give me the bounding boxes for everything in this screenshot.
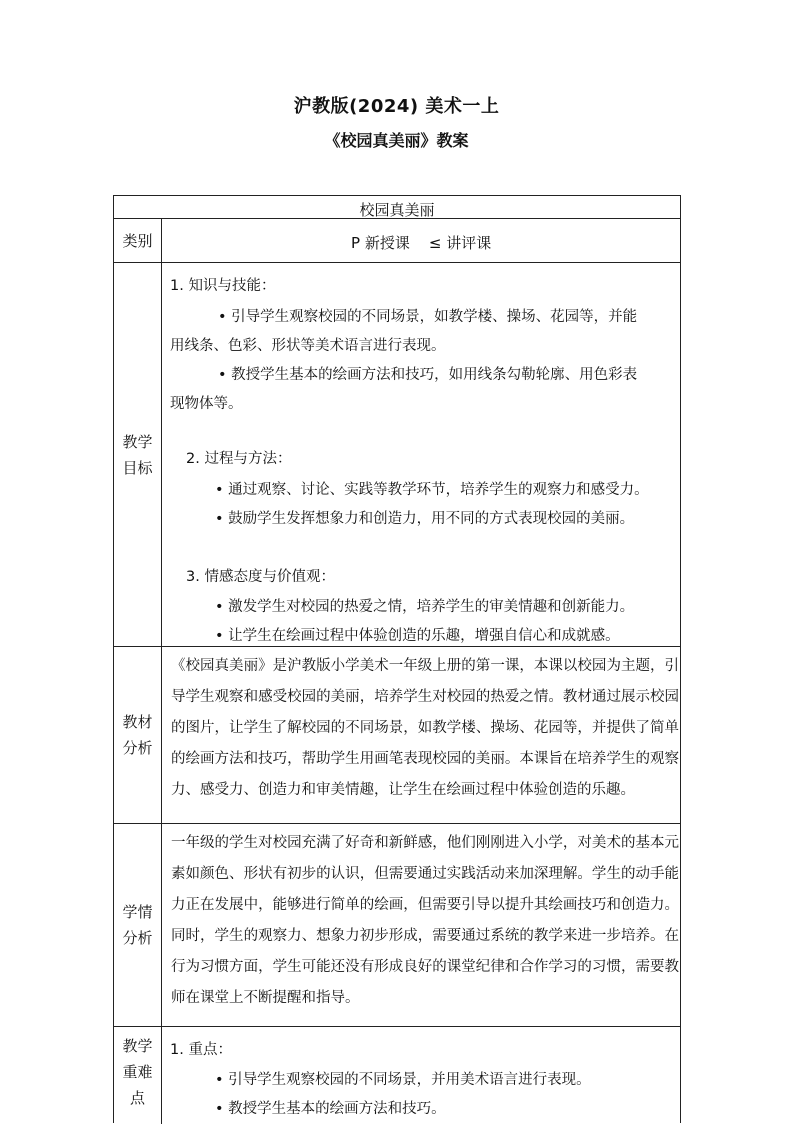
objectives-item-cont: 用线条、色彩、形状等美术语言进行表现。 [170,338,446,354]
objectives-section-2: 2. 过程与方法： [186,451,292,467]
student-analysis-text: 一年级的学生对校园充满了好奇和新鲜感，他们刚刚进入小学，对美术的基本元素如颜色、形状有初步的认识，但需要通过实践活动来加深理解。学生的动手能力正在发展中，能够进行简单的绘画，但需要引导以提升其绘画技巧和创造力。同时，学生的观察力、想象力初步形成，需要通过系统的教学来进一步培养。在行为习惯方面，学生可能还没有形成良好的课堂纪律和合作学习的习惯，需要教师在课堂上不断提醒和指导。 [171,835,679,1006]
objectives-section-3: 3. 情感态度与价值观： [186,569,335,585]
key-points-section-1: 1. 重点： [170,1042,232,1058]
student-analysis-label: 学情 分析 [114,824,162,1026]
objectives-section-1: 1. 知识与技能： [170,278,276,294]
lesson-plan-table [113,195,681,1123]
material-analysis-label: 教材 分析 [114,647,162,823]
table-caption-row [114,196,680,219]
objectives-item: • 引导学生观察校园的不同场景，如教学楼、操场、花园等，并能 [218,309,638,325]
student-analysis-row [114,824,680,1027]
material-analysis-row [114,647,680,824]
document-title: 沪教版(2024) 美术一上 [293,96,500,117]
key-points-label: 教学 重难 点 [114,1027,162,1124]
table-caption: 校园真美丽 [359,201,435,219]
objectives-item: • 通过观察、讨论、实践等教学环节，培养学生的观察力和感受力。 [215,482,649,498]
category-row [114,219,680,263]
key-points-row [114,1027,680,1124]
objectives-row [114,263,680,647]
objectives-item: • 教授学生基本的绘画方法和技巧，如用线条勾勒轮廓、用色彩表 [218,367,638,383]
key-points-item: • 教授学生基本的绘画方法和技巧。 [215,1101,446,1117]
category-label: 类别 [114,219,162,262]
document-subtitle: 《校园真美丽》教案 [324,131,469,150]
objectives-item: • 让学生在绘画过程中体验创造的乐趣，增强自信心和成就感。 [215,628,620,644]
objectives-item: • 激发学生对校园的热爱之情，培养学生的审美情趣和创新能力。 [215,599,635,615]
objectives-item-cont: 现物体等。 [170,396,243,412]
key-points-item: • 引导学生观察校园的不同场景，并用美术语言进行表现。 [215,1072,591,1088]
objectives-item: • 鼓励学生发挥想象力和创造力，用不同的方式表现校园的美丽。 [215,511,635,527]
objectives-label: 教学 目标 [114,263,162,646]
category-value: P 新授课 ≤ 讲评课 [351,234,492,252]
material-analysis-text: 《校园真美丽》是沪教版小学美术一年级上册的第一课，本课以校园为主题，引导学生观察和感受校园的美丽，培养学生对校园的热爱之情。教材通过展示校园的图片，让学生了解校园的不同场景，如教学楼、操场、花园等，并提供了简单的绘画方法和技巧，帮助学生用画笔表现校园的美丽。本课旨在培养学生的观察力、感受力、创造力和审美情趣，让学生在绘画过程中体验创造的乐趣。 [171,658,679,798]
objectives-content [162,263,680,646]
